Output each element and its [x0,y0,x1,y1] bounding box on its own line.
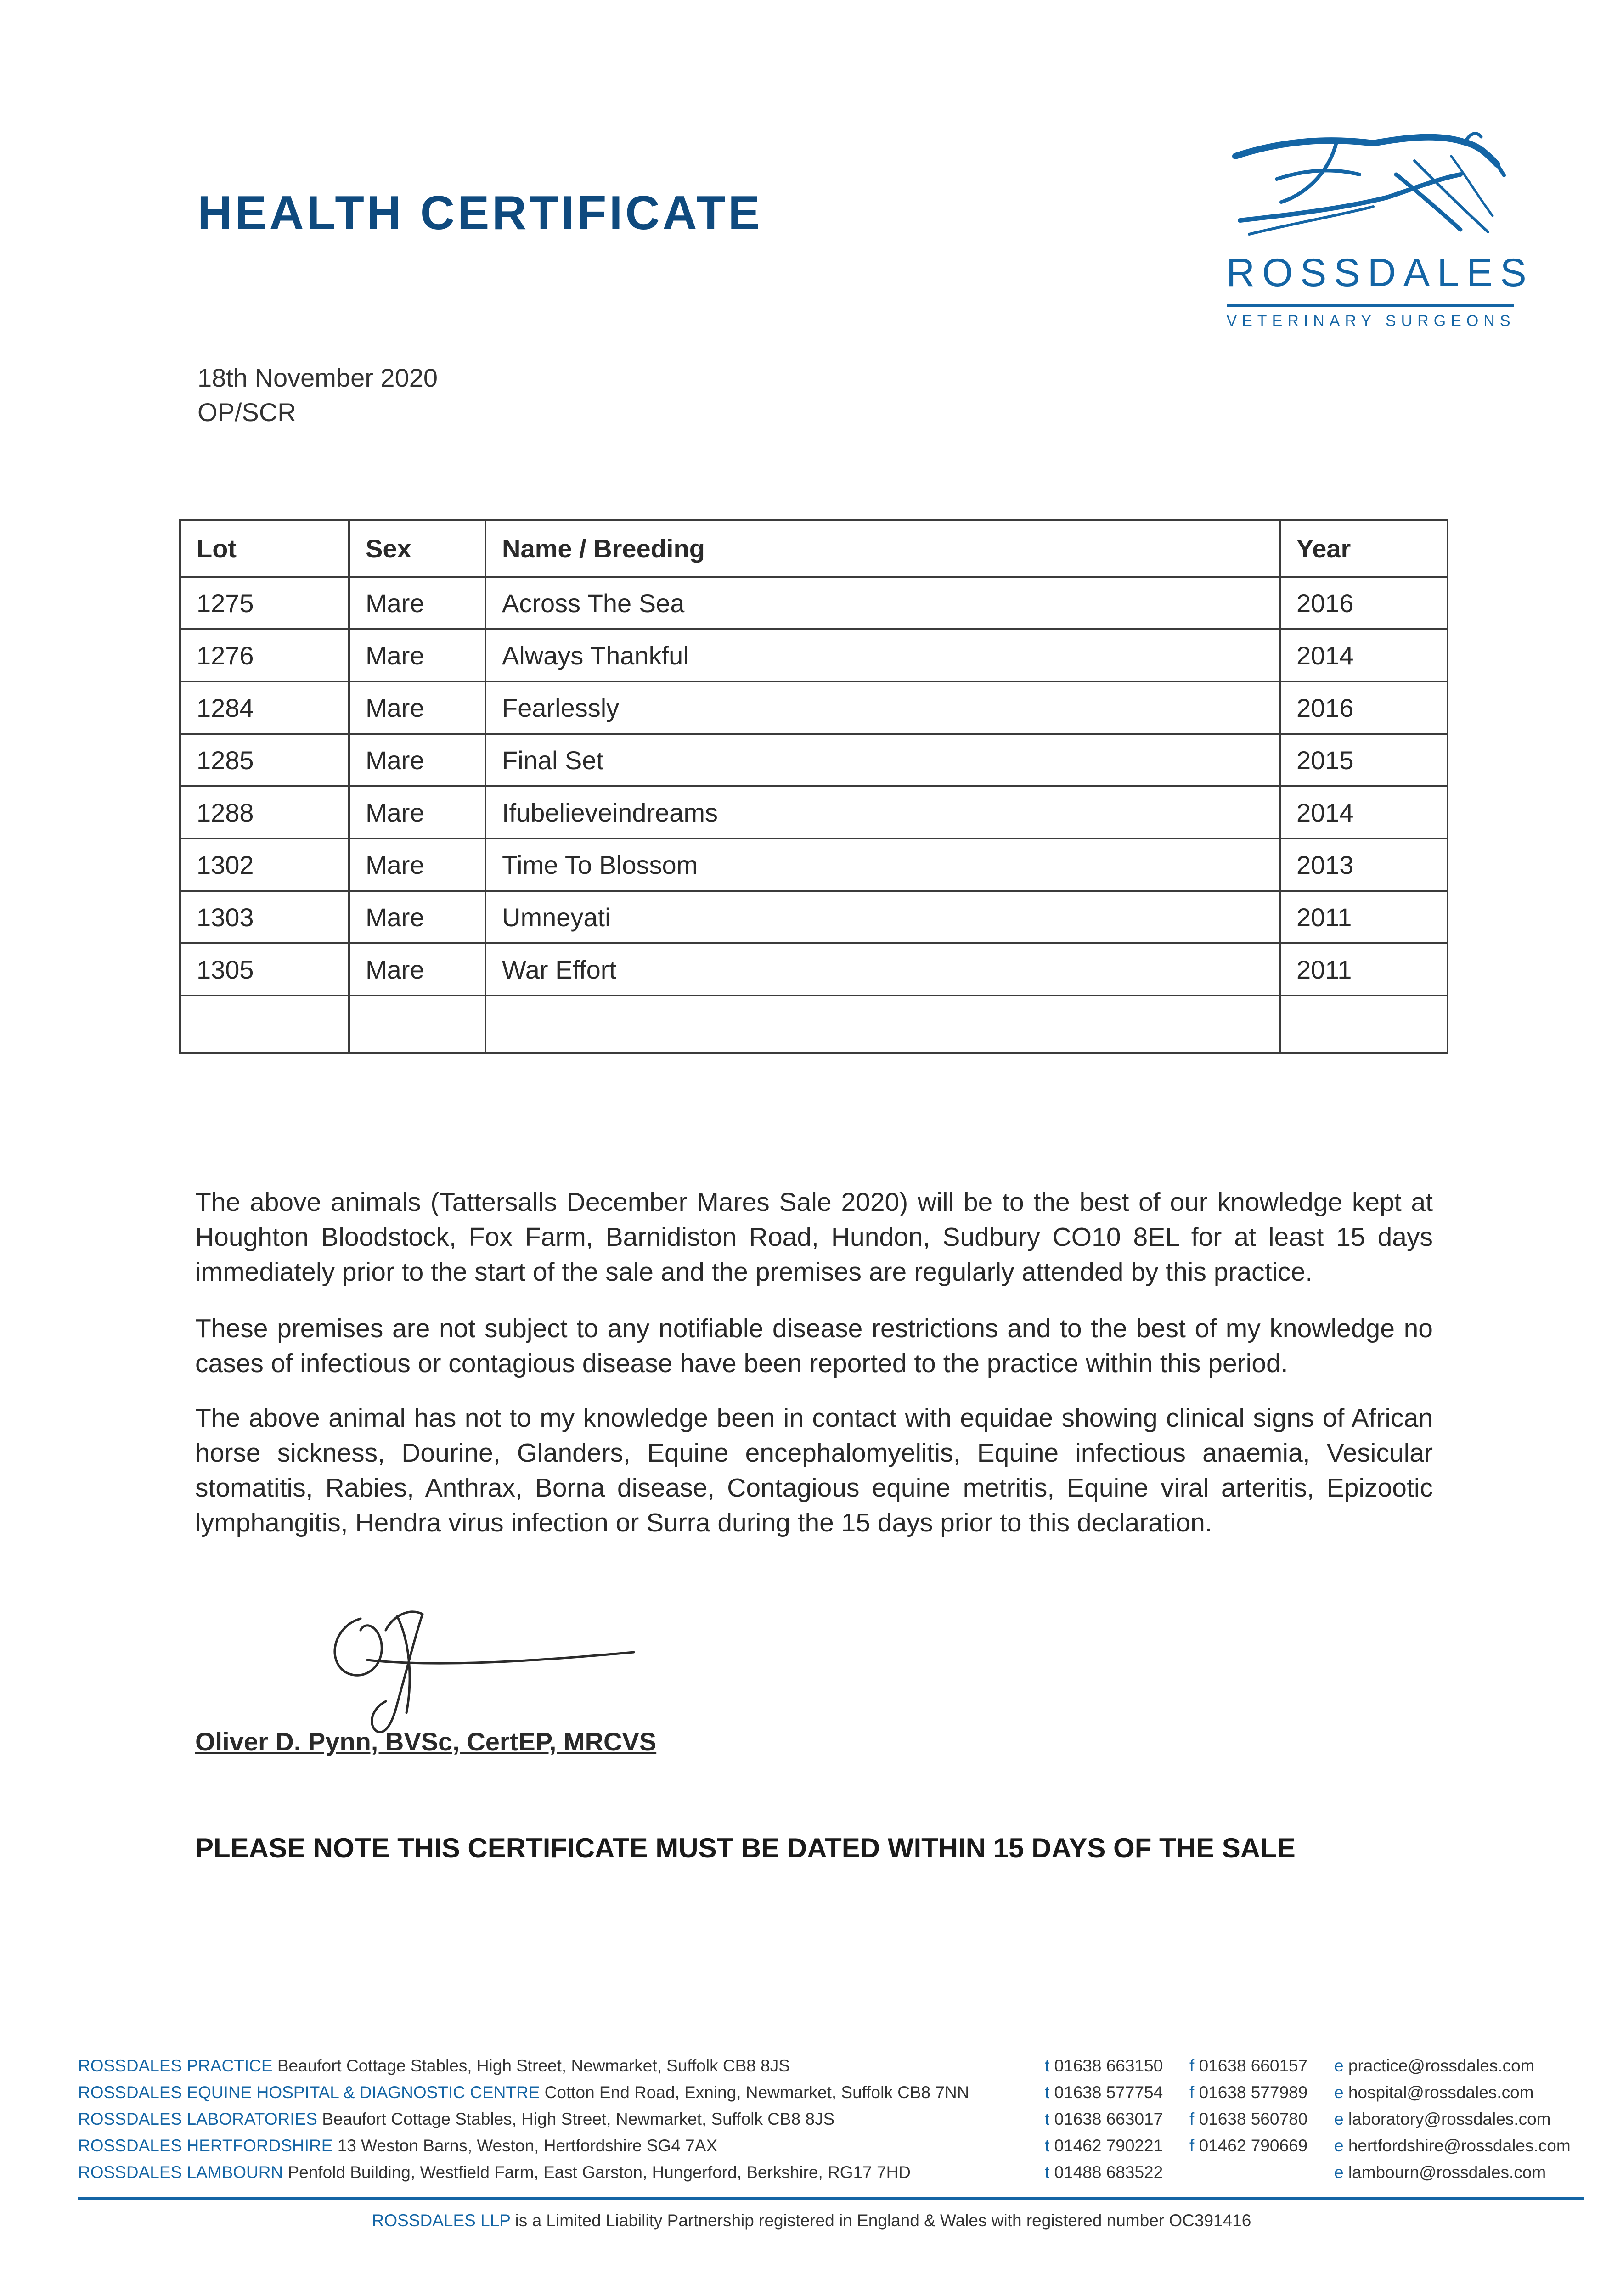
office-telephone: 01488 683522 [1054,2163,1163,2182]
office-fax: 01638 560780 [1199,2110,1308,2128]
fax-label: f [1189,2110,1195,2128]
office-address: Cotton End Road, Exning, Newmarket, Suffolk CB8 7NN [544,2083,969,2102]
name-cell: Ifubelieveindreams [485,786,1280,838]
column-header-sex: Sex [349,520,485,577]
office-telephone: 01638 663150 [1054,2056,1163,2075]
year-cell: 2011 [1280,891,1448,943]
name-cell: Time To Blossom [485,838,1280,891]
table-row [180,943,1448,996]
lots-table [179,519,1448,1054]
office-name: ROSSDALES LABORATORIES [78,2110,317,2128]
sex-cell: Mare [349,681,485,734]
declaration-paragraph-2: These premises are not subject to any notifiable disease restrictions and to the best of my knowledge no cases of infectious or contagious disease have been reported to the practice within this period. [195,1314,1433,1378]
name-cell: Across The Sea [485,577,1280,629]
logo-divider [1227,304,1514,307]
declaration-paragraph-3: The above animal has not to my knowledge been in contact with equidae showing clinical signs of African horse sickness, Dourine, Glanders, Equine encephalomyelitis, Equine infectious anaemia, Vesicular stomatitis, Rabies, Anthrax, Borna disease, Contagious equine metritis, Equine viral arteritis, Epizootic lymphangitis, Hendra virus infection or Surra during the 15 days prior to this declaration. [195,1403,1433,1537]
document-title: HEALTH CERTIFICATE [197,186,763,240]
legal-text: is a Limited Liability Partnership registered in England & Wales with registered number OC391416 [515,2211,1251,2230]
legal-org: ROSSDALES LLP [372,2211,511,2230]
tel-label: t [1045,2163,1050,2182]
sex-cell: Mare [349,577,485,629]
email-label: e [1334,2163,1344,2182]
sex-cell: Mare [349,838,485,891]
office-email: lambourn@rossdales.com [1348,2163,1546,2182]
office-email: hospital@rossdales.com [1348,2083,1534,2102]
logo-wordmark: ROSSDALES [1226,251,1534,295]
office-fax: 01462 790669 [1199,2136,1308,2155]
name-cell: Final Set [485,734,1280,786]
office-email: hertfordshire@rossdales.com [1348,2136,1571,2155]
year-cell: 2011 [1280,943,1448,996]
empty-cell [485,996,1280,1053]
footer-office-row [78,2163,1575,2189]
email-label: e [1334,2056,1344,2075]
lot-cell: 1285 [180,734,349,786]
declaration-paragraph-1: The above animals (Tattersalls December Mares Sale 2020) will be to the best of our knowledge kept at Houghton Bloodstock, Fox Farm, Barnidiston Road, Hundon, Sudbury CO10 8EL for at least 15 days immediately prior to the start of the sale and the premises are regularly attended by this practice. [195,1187,1433,1287]
fax-label: f [1189,2136,1195,2155]
office-address: Beaufort Cottage Stables, High Street, Newmarket, Suffolk CB8 8JS [277,2056,790,2075]
tel-label: t [1045,2110,1050,2128]
legal-notice [0,2211,1623,2230]
tel-label: t [1045,2056,1050,2075]
office-name: ROSSDALES HERTFORDSHIRE [78,2136,333,2155]
sex-cell: Mare [349,891,485,943]
sale-date-notice: PLEASE NOTE THIS CERTIFICATE MUST BE DATED WITHIN 15 DAYS OF THE SALE [195,1833,1296,1863]
office-address: Beaufort Cottage Stables, High Street, Newmarket, Suffolk CB8 8JS [322,2110,835,2128]
year-cell: 2013 [1280,838,1448,891]
empty-cell [180,996,349,1053]
year-cell: 2014 [1280,786,1448,838]
office-name: ROSSDALES LAMBOURN [78,2163,283,2182]
office-fax: 01638 660157 [1199,2056,1308,2075]
sex-cell: Mare [349,734,485,786]
office-telephone: 01638 577754 [1054,2083,1163,2102]
signatory-name: Oliver D. Pynn, BVSc, CertEP, MRCVS [195,1727,657,1756]
office-telephone: 01638 663017 [1054,2110,1163,2128]
year-cell: 2016 [1280,577,1448,629]
fax-label: f [1189,2083,1195,2102]
fax-label: f [1189,2056,1195,2075]
table-row [180,681,1448,734]
lot-cell: 1305 [180,943,349,996]
table-row [180,891,1448,943]
lot-cell: 1284 [180,681,349,734]
name-cell: Umneyati [485,891,1280,943]
table-row [180,838,1448,891]
table-row [180,577,1448,629]
certificate-reference: OP/SCR [197,398,296,427]
footer-office-row [78,2056,1575,2083]
horse-logo-icon [1222,124,1520,253]
lot-cell: 1288 [180,786,349,838]
footer-office-row [78,2136,1575,2163]
office-address: Penfold Building, Westfield Farm, East Garston, Hungerford, Berkshire, RG17 7HD [287,2163,911,2182]
sex-cell: Mare [349,943,485,996]
office-telephone: 01462 790221 [1054,2136,1163,2155]
column-header-name: Name / Breeding [485,520,1280,577]
column-header-lot: Lot [180,520,349,577]
table-row [180,734,1448,786]
email-label: e [1334,2083,1344,2102]
tel-label: t [1045,2136,1050,2155]
footer-office-row [78,2083,1575,2110]
column-header-year: Year [1280,520,1448,577]
office-name: ROSSDALES PRACTICE [78,2056,273,2075]
certificate-date: 18th November 2020 [197,363,438,392]
tel-label: t [1045,2083,1050,2102]
rossdales-logo [1222,124,1534,354]
name-cell: Fearlessly [485,681,1280,734]
table-row [180,629,1448,681]
office-email: laboratory@rossdales.com [1348,2110,1551,2128]
logo-subtitle: VETERINARY SURGEONS [1226,312,1516,330]
footer-divider [78,2197,1584,2200]
sex-cell: Mare [349,786,485,838]
footer-office-row [78,2110,1575,2136]
office-fax: 01638 577989 [1199,2083,1308,2102]
lot-cell: 1302 [180,838,349,891]
empty-cell [349,996,485,1053]
office-name: ROSSDALES EQUINE HOSPITAL & DIAGNOSTIC CENTRE [78,2083,540,2102]
sex-cell: Mare [349,629,485,681]
name-cell: Always Thankful [485,629,1280,681]
lot-cell: 1276 [180,629,349,681]
year-cell: 2016 [1280,681,1448,734]
office-address: 13 Weston Barns, Weston, Hertfordshire SG4 7AX [337,2136,718,2155]
lot-cell: 1275 [180,577,349,629]
email-label: e [1334,2136,1344,2155]
year-cell: 2014 [1280,629,1448,681]
name-cell: War Effort [485,943,1280,996]
year-cell: 2015 [1280,734,1448,786]
table-header-row [180,520,1448,577]
empty-cell [1280,996,1448,1053]
table-row-blank [180,996,1448,1053]
email-label: e [1334,2110,1344,2128]
table-row [180,786,1448,838]
lot-cell: 1303 [180,891,349,943]
office-email: practice@rossdales.com [1348,2056,1535,2075]
